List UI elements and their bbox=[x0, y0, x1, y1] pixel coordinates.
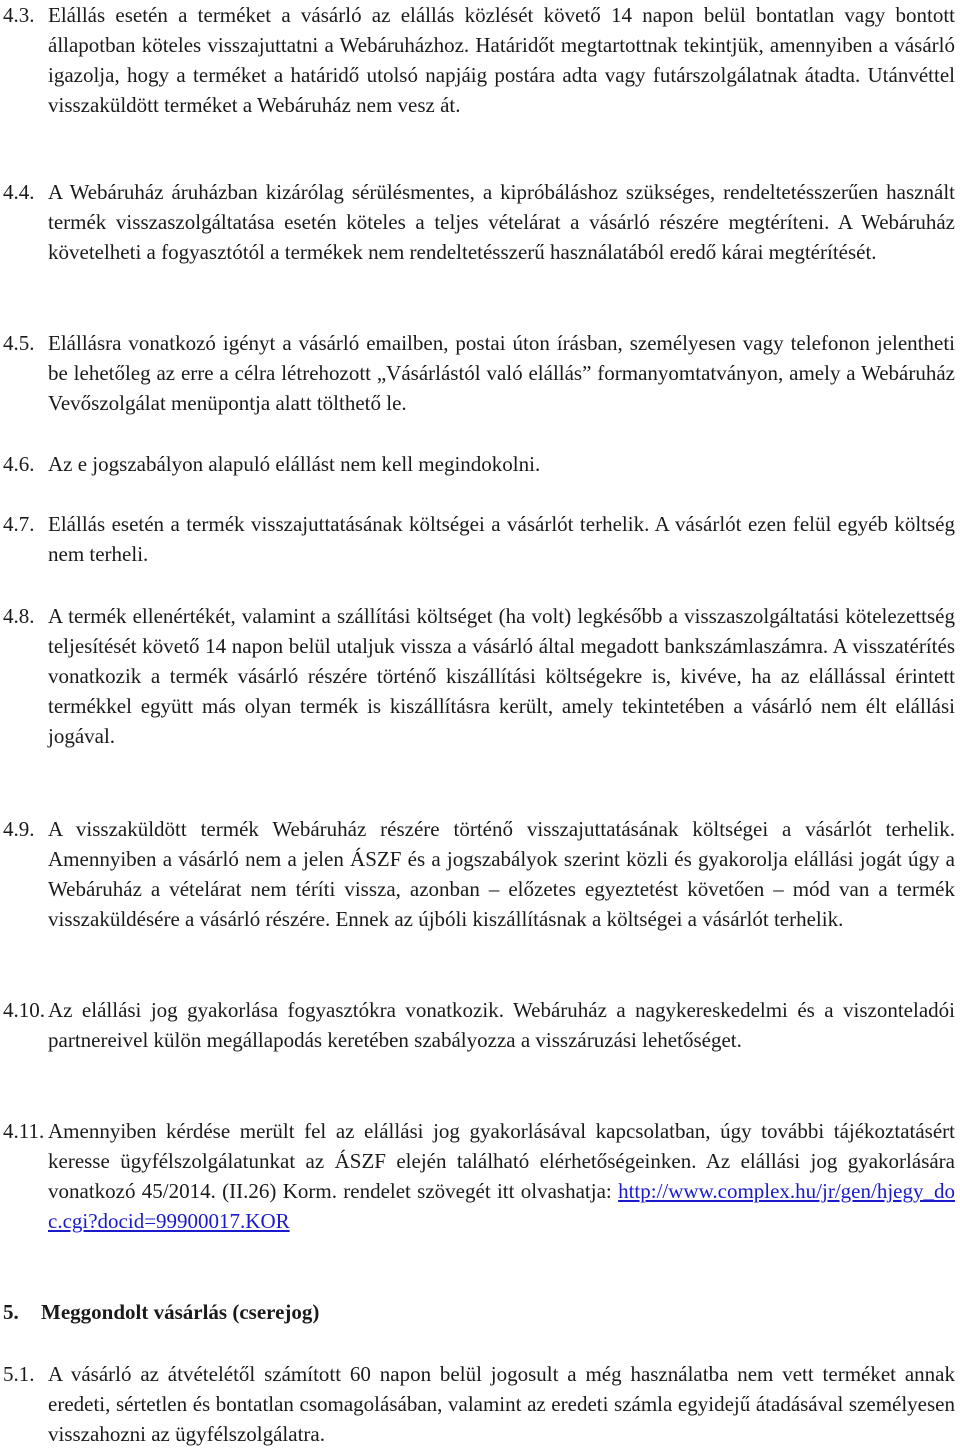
paragraph-number: 4.8. bbox=[3, 604, 35, 628]
paragraph-4-4 bbox=[3, 177, 955, 267]
section-number: 5. bbox=[3, 1300, 19, 1324]
paragraph-text: Elállás esetén a termék visszajuttatásának költségei a vásárlót terhelik. A vásárlót ezen felül egyéb költség nem terheli. bbox=[48, 512, 955, 566]
paragraph-4-5 bbox=[3, 328, 955, 418]
paragraph-4-3 bbox=[3, 0, 955, 120]
paragraph-number: 4.5. bbox=[3, 331, 35, 355]
paragraph-text: A Webáruház áruházban kizárólag sérülésmentes, a kipróbáláshoz szükséges, rendeltetésszerűen használt termék visszaszolgáltatása esetén köteles a teljes vételárat a vásárló részére megtéríteni. A Webáruház követelheti a fogyasztótól a termékek nem rendeltetésszerű használatából eredő kárai megtérítését. bbox=[48, 180, 955, 264]
paragraph-5-1 bbox=[3, 1359, 955, 1449]
paragraph-number: 4.9. bbox=[3, 817, 35, 841]
section-title: Meggondolt vásárlás (cserejog) bbox=[41, 1300, 320, 1324]
paragraph-number: 4.4. bbox=[3, 180, 35, 204]
paragraph-text: Az elállási jog gyakorlása fogyasztókra vonatkozik. Webáruház a nagykereskedelmi és a viszonteladói partnereivel külön megállapodás keretében szabályozza a visszáruzási lehetőséget. bbox=[48, 998, 955, 1052]
paragraph-4-11 bbox=[3, 1116, 955, 1236]
paragraph-4-9 bbox=[3, 814, 955, 934]
paragraph-number: 4.6. bbox=[3, 452, 35, 476]
paragraph-text: Elállásra vonatkozó igényt a vásárló emailben, postai úton írásban, személyesen vagy telefonon jelentheti be lehetőleg az erre a célra létrehozott „Vásárlástól való elállás” formanyomtatványon, amely a Webáruház Vevőszolgálat menüpontja alatt tölthető le. bbox=[48, 331, 955, 415]
paragraph-text bbox=[48, 1116, 955, 1236]
paragraph-4-8 bbox=[3, 601, 955, 751]
section-heading bbox=[3, 1297, 319, 1327]
paragraph-number: 4.7. bbox=[3, 512, 35, 536]
paragraph-number: 4.11. bbox=[3, 1119, 45, 1143]
paragraph-number: 4.3. bbox=[3, 3, 35, 27]
decree-link[interactable]: http://www.complex.hu/jr/gen/hjegy_doc.cgi?docid=99900017.KOR bbox=[48, 1179, 955, 1233]
paragraph-text: Az e jogszabályon alapuló elállást nem kell megindokolni. bbox=[48, 452, 541, 476]
paragraph-text: A visszaküldött termék Webáruház részére történő visszajuttatásának költségei a vásárlót terhelik. Amennyiben a vásárló nem a jelen ÁSZF és a jogszabályok szerint közli és gyakorolja elállási jogát úgy a Webáruház a vételárat nem téríti vissza, azonban – előzetes egyeztetést követően – mód van a termék visszaküldésére a vásárló részére. Ennek az újbóli kiszállításnak a költségei a vásárlót terhelik. bbox=[48, 817, 955, 931]
paragraph-text: Elállás esetén a terméket a vásárló az elállás közlését követő 14 napon belül bontatlan vagy bontott állapotban köteles visszajuttatni a Webáruházhoz. Határidőt megtartottnak tekintjük, amennyiben a vásárló igazolja, hogy a terméket a határidő utolsó napjáig postára adta vagy futárszolgálatnak átadta. Utánvéttel visszaküldött terméket a Webáruház nem vesz át. bbox=[48, 3, 955, 117]
paragraph-text-content: Amennyiben kérdése merült fel az elállási jog gyakorlásával kapcsolatban, úgy további tájékoztatásért keresse ügyfélszolgálatunkat az ÁSZF elején található elérhetőségeinken. Az elállási jog gyakorlására vonatkozó 45/2014. (II.26) Korm. rendelet szövegét itt olvashatja: bbox=[48, 1119, 955, 1203]
paragraph-4-6 bbox=[3, 449, 955, 479]
paragraph-4-7 bbox=[3, 509, 955, 569]
paragraph-4-10 bbox=[3, 995, 955, 1055]
paragraph-text: A termék ellenértékét, valamint a szállítási költséget (ha volt) legkésőbb a visszaszolgáltatási kötelezettség teljesítését követő 14 napon belül utaljuk vissza a vásárló által megadott bankszámlaszámra. A visszatérítés vonatkozik a termék vásárló részére történő kiszállítási költségekre is, kivéve, ha az elállással érintett termékkel együtt más olyan termék is kiszállításra került, amely tekintetében a vásárló nem élt elállási jogával. bbox=[48, 604, 955, 748]
paragraph-number: 4.10. bbox=[3, 998, 45, 1022]
paragraph-number: 5.1. bbox=[3, 1362, 35, 1386]
paragraph-text: A vásárló az átvételétől számított 60 napon belül jogosult a még használatba nem vett terméket annak eredeti, sértetlen és bontatlan csomagolásában, valamint az eredeti számla egyidejű átadásával személyesen visszahozni az ügyfélszolgálatra. bbox=[48, 1362, 955, 1446]
